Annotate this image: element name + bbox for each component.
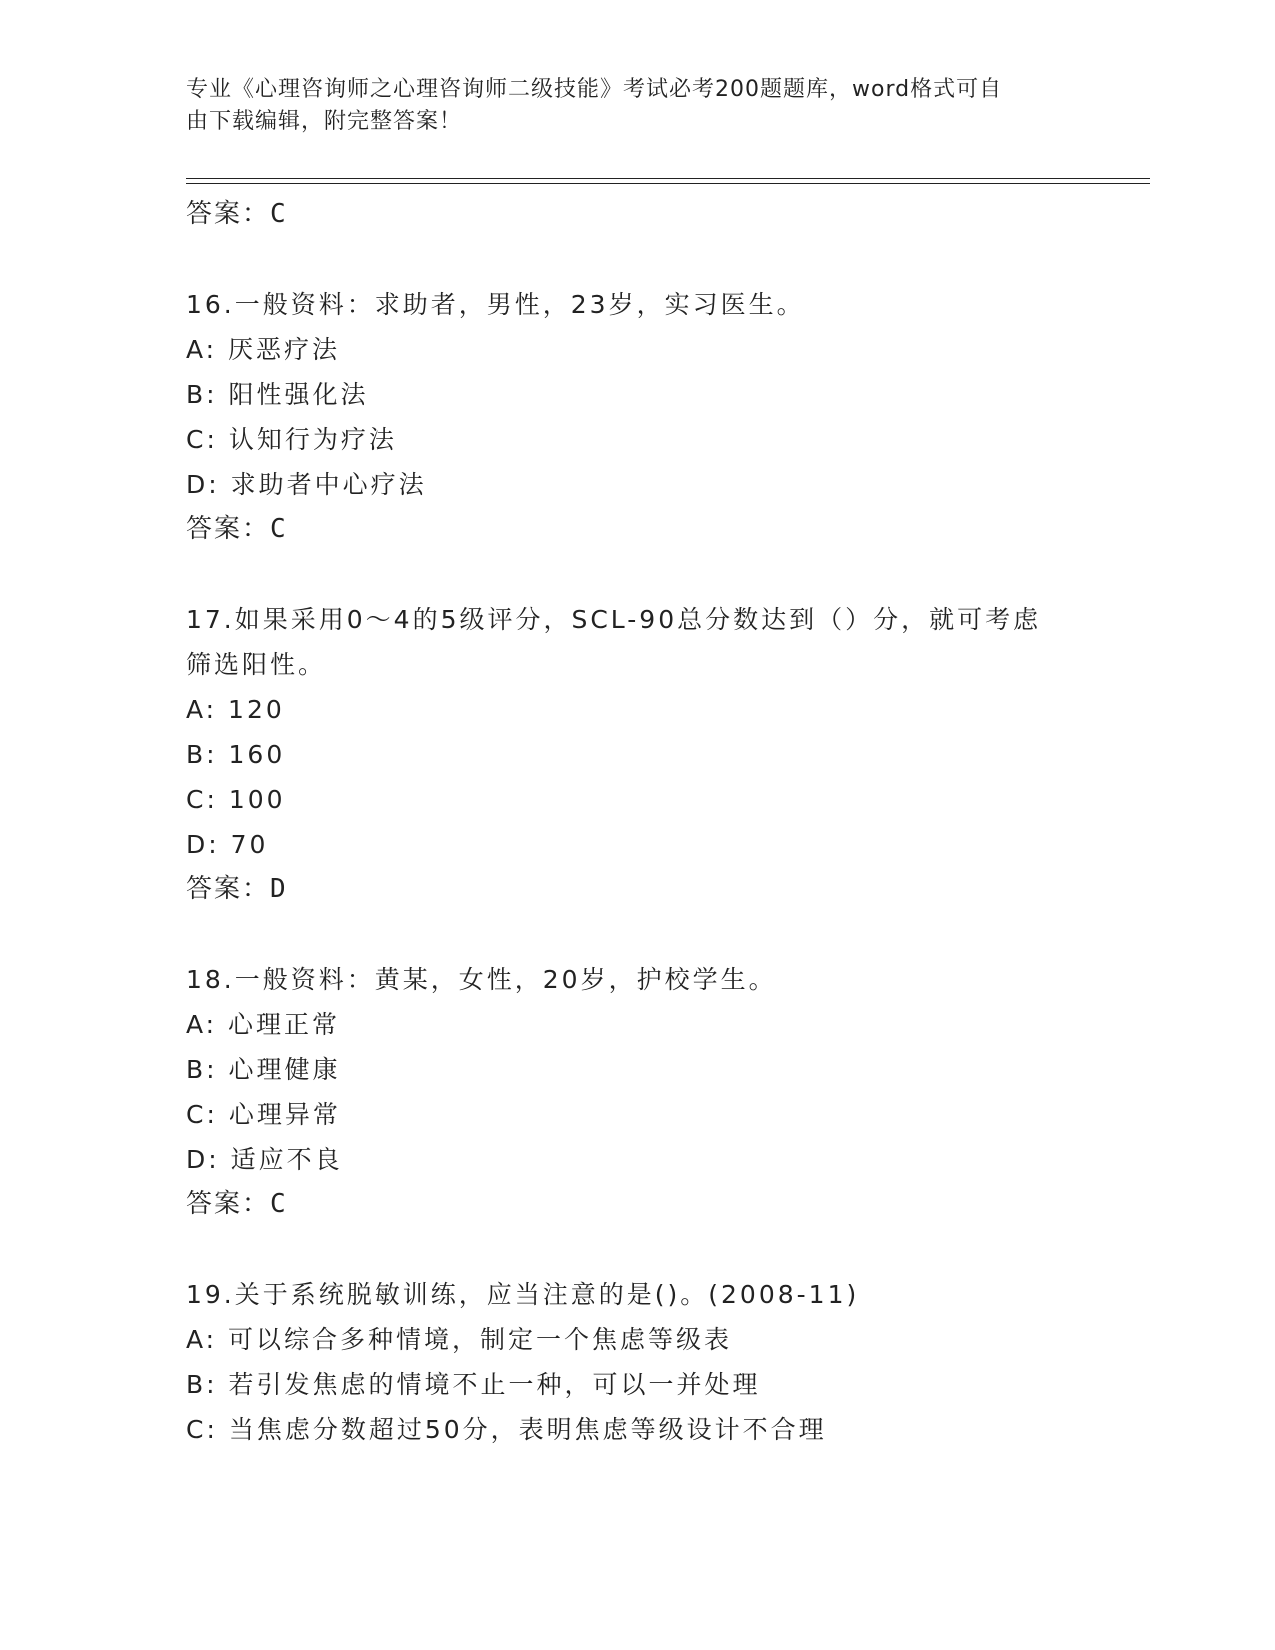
option-c: C: 当焦虑分数超过50分，表明焦虑等级设计不合理 — [186, 1415, 827, 1444]
option-b: B: 160 — [186, 740, 286, 769]
question-stem: 18.一般资料：黄某，女性，20岁，护校学生。 — [186, 965, 777, 994]
answer-label: 答案： — [186, 199, 271, 229]
header-divider-bottom — [186, 183, 1150, 184]
option-d: D: 70 — [186, 830, 269, 859]
answer-label: 答案： — [186, 874, 271, 904]
option-b: B: 心理健康 — [186, 1055, 341, 1084]
question-stem-continued: 筛选阳性。 — [186, 650, 327, 679]
option-a: A: 120 — [186, 695, 285, 724]
option-d: D: 适应不良 — [186, 1145, 343, 1174]
option-a: A: 心理正常 — [186, 1010, 341, 1039]
answer-label: 答案： — [186, 1189, 271, 1219]
question-16 — [186, 282, 1150, 552]
option-c: C: 认知行为疗法 — [186, 425, 397, 454]
option-b: B: 若引发焦虑的情境不止一种，可以一并处理 — [186, 1370, 761, 1399]
option-d: D: 求助者中心疗法 — [186, 470, 427, 499]
question-18 — [186, 957, 1150, 1227]
question-19 — [186, 1272, 1150, 1452]
option-c: C: 100 — [186, 785, 286, 814]
question-17 — [186, 597, 1150, 912]
answer-line — [186, 507, 1150, 552]
option-a: A: 厌恶疗法 — [186, 335, 341, 364]
answer-value: D — [270, 874, 288, 904]
answer-value: C — [270, 1189, 288, 1219]
question-stem: 19.关于系统脱敏训练，应当注意的是()。(2008-11) — [186, 1280, 860, 1309]
option-b: B: 阳性强化法 — [186, 380, 369, 409]
question-list — [186, 192, 1150, 1452]
answer-value: C — [270, 514, 288, 544]
answer-value: C — [270, 199, 288, 229]
answer-label: 答案： — [186, 514, 271, 544]
question-stem: 17.如果采用0～4的5级评分，SCL-90总分数达到（）分，就可考虑 — [186, 605, 1042, 634]
document-header — [186, 74, 1066, 138]
header-divider-top — [186, 178, 1150, 179]
header-line-1: 专业《心理咨询师之心理咨询师二级技能》考试必考200题题库，word格式可自 — [186, 77, 1003, 102]
answer-line — [186, 1182, 1150, 1227]
answer-line — [186, 867, 1150, 912]
answer-line — [186, 192, 1150, 237]
question-stem: 16.一般资料：求助者，男性，23岁，实习医生。 — [186, 290, 805, 319]
option-c: C: 心理异常 — [186, 1100, 341, 1129]
option-a: A: 可以综合多种情境，制定一个焦虑等级表 — [186, 1325, 733, 1354]
header-line-2: 由下载编辑，附完整答案！ — [186, 109, 463, 134]
